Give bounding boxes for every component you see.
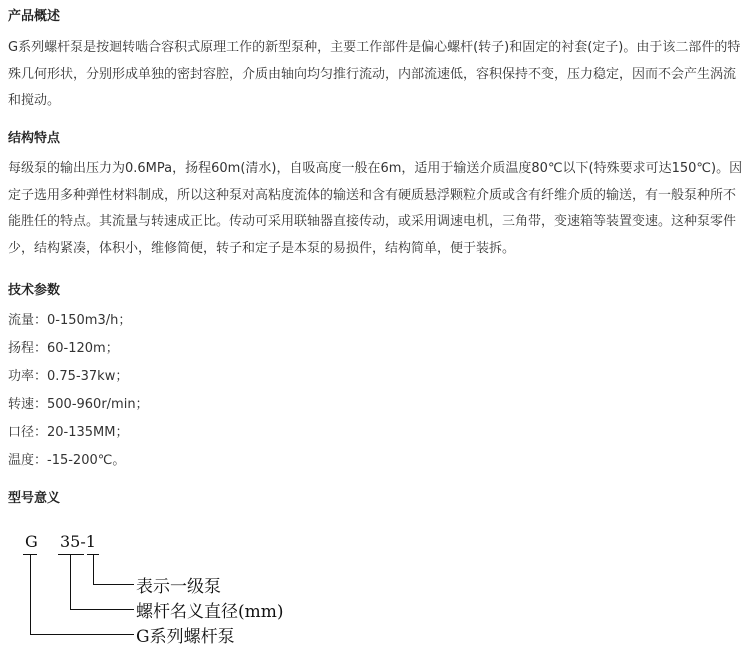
param-diameter: 口径：20-135MM； bbox=[8, 425, 129, 440]
param-power: 功率：0.75-37kw； bbox=[8, 369, 129, 384]
param-head: 扬程：60-120m； bbox=[8, 341, 119, 356]
overview-heading: 产品概述 bbox=[8, 9, 61, 24]
overview-text: G系列螺杆泵是按迴转啮合容积式原理工作的新型泵种，主要工作部件是偏心螺杆(转子)和固定的衬套(定子)。由于该二部件的特殊几何形状，分别形成单独的密封容腔，介质由轴向均匀推行流动，内部流速低，容积保持不变，压力稳定，因而不会产生涡流和搅动。 bbox=[8, 40, 741, 108]
model-heading: 型号意义 bbox=[8, 491, 61, 506]
param-temperature: 温度：-15-200℃。 bbox=[8, 453, 126, 468]
model-code-number: 35-1 bbox=[60, 532, 96, 551]
param-speed: 转速：500-960r/min； bbox=[8, 397, 149, 412]
structure-text: 每级泵的输出压力为0.6MPa，扬程60m(清水)，自吸高度一般在6m，适用于输送介质温度80℃以下(特殊要求可达150℃)。因定子选用多种弹性材料制成，所以这种泵对高粘度流体的输送和含有硬质悬浮颗粒介质或含有纤维介质的输送，有一般泵种所不能胜任的特点。其流量与转速成正比。传动可采用联轴器直接传动，或采用调速电机，三角带，变速箱等装置变速。这种泵零件少，结构紧凑，体积小，维修简便，转子和定子是本泵的易损件，结构简单，便于装拆。 bbox=[8, 161, 743, 256]
model-code-letter: G bbox=[25, 532, 38, 551]
param-flow: 流量：0-150m3/h； bbox=[8, 313, 132, 328]
param-list bbox=[8, 307, 149, 475]
label-diameter: 螺杆名义直径(mm) bbox=[136, 602, 284, 622]
label-stage: 表示一级泵 bbox=[136, 577, 221, 597]
series-connector bbox=[30, 554, 134, 635]
model-code-diagram bbox=[8, 520, 338, 660]
label-series: G系列螺杆泵 bbox=[136, 627, 235, 647]
params-heading: 技术参数 bbox=[8, 283, 61, 298]
structure-heading: 结构特点 bbox=[8, 131, 61, 146]
